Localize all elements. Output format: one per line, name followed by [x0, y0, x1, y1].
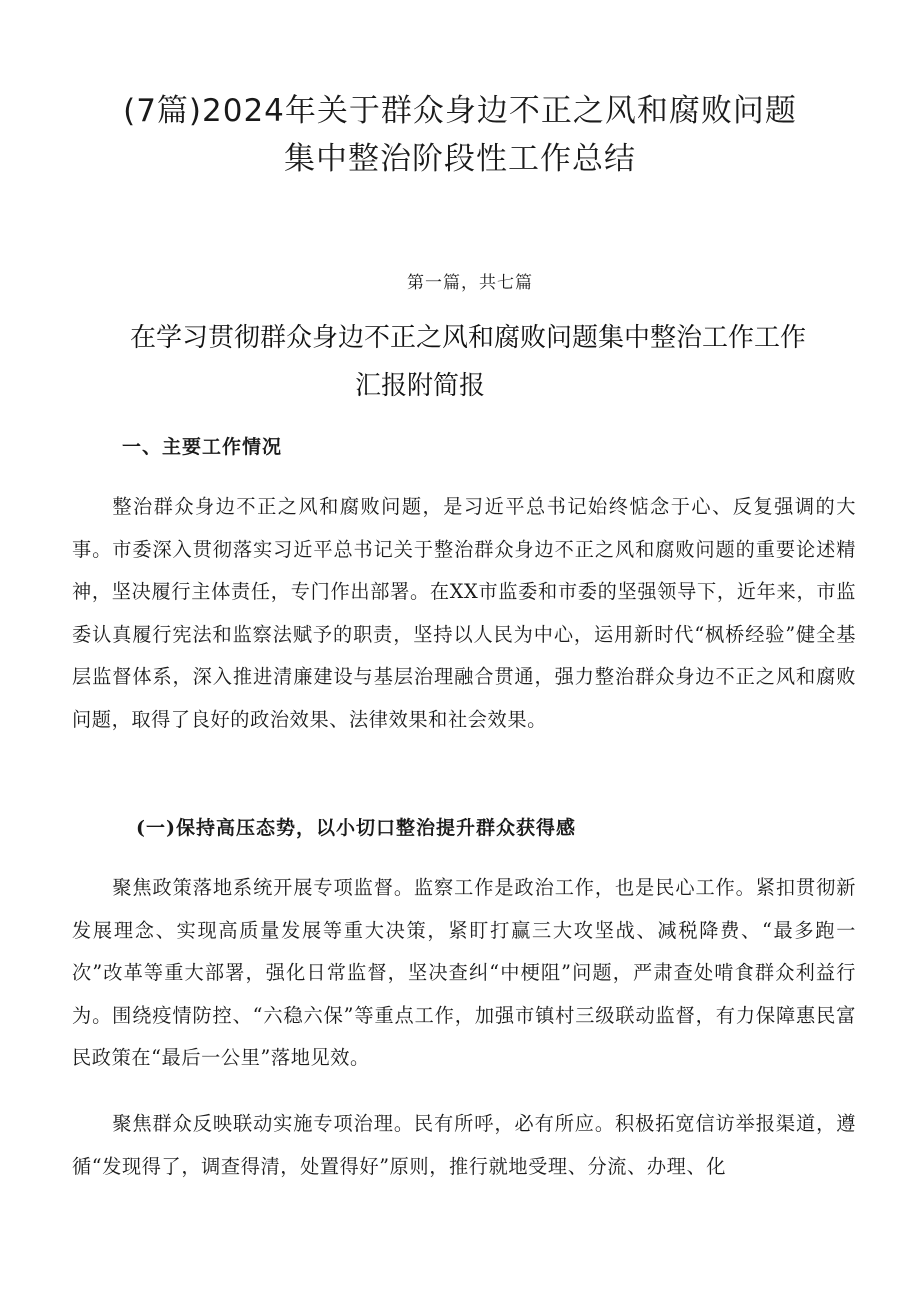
body-paragraph: 整治群众身边不正之风和腐败问题，是习近平总书记始终惦念于心、反复强调的大事。市委深入贯彻落实习近平总书记关于整治群众身边不正之风和腐败问题的重要论述精神，坚决履行主体责任，专门作出部署。在XX市监委和市委的坚强领导下，近年来，市监委认真履行宪法和监察法赋予的职责，坚持以人民为中心，运用新时代“枫桥经验”健全基层监督体系，深入推进清廉建设与基层治理融合贯通，强力整治群众身边不正之风和腐败问题，取得了良好的政治效果、法律效果和社会效果。: [72, 495, 856, 731]
body-paragraph: 聚焦政策落地系统开展专项监督。监察工作是政治工作，也是民心工作。紧扣贯彻新发展理念、实现高质量发展等重大决策，紧盯打赢三大攻坚战、减税降费、“最多跑一次”改革等重大部署，强化日常监督，坚决查纠“中梗阻”问题，严肃查处啃食群众利益行为。围绕疫情防控、“六稳六保”等重点工作，加强市镇村三级联动监督，有力保障惠民富民政策在“最后一公里”落地见效。: [72, 876, 856, 1069]
document-title-line-1: (7篇)2024年关于群众身边不正之风和腐败问题: [123, 93, 797, 129]
document-title-line-2: 集中整治阶段性工作总结: [284, 141, 636, 177]
part-label: 第一篇，共七篇: [407, 273, 533, 293]
subsection-heading: (一)保持高压态势，以小切口整治提升群众获得感: [136, 817, 576, 839]
article-title-line-1: 在学习贯彻群众身边不正之风和腐败问题集中整治工作工作: [130, 323, 807, 353]
article-title-line-2: 汇报附简报: [355, 371, 486, 401]
body-paragraph: 聚焦群众反映联动实施专项治理。民有所呼，必有所应。积极拓宽信访举报渠道，遵循“发现得了，调查得清，处置得好”原则，推行就地受理、分流、办理、化: [72, 1112, 856, 1178]
section-heading: 一、主要工作情况: [122, 436, 283, 458]
